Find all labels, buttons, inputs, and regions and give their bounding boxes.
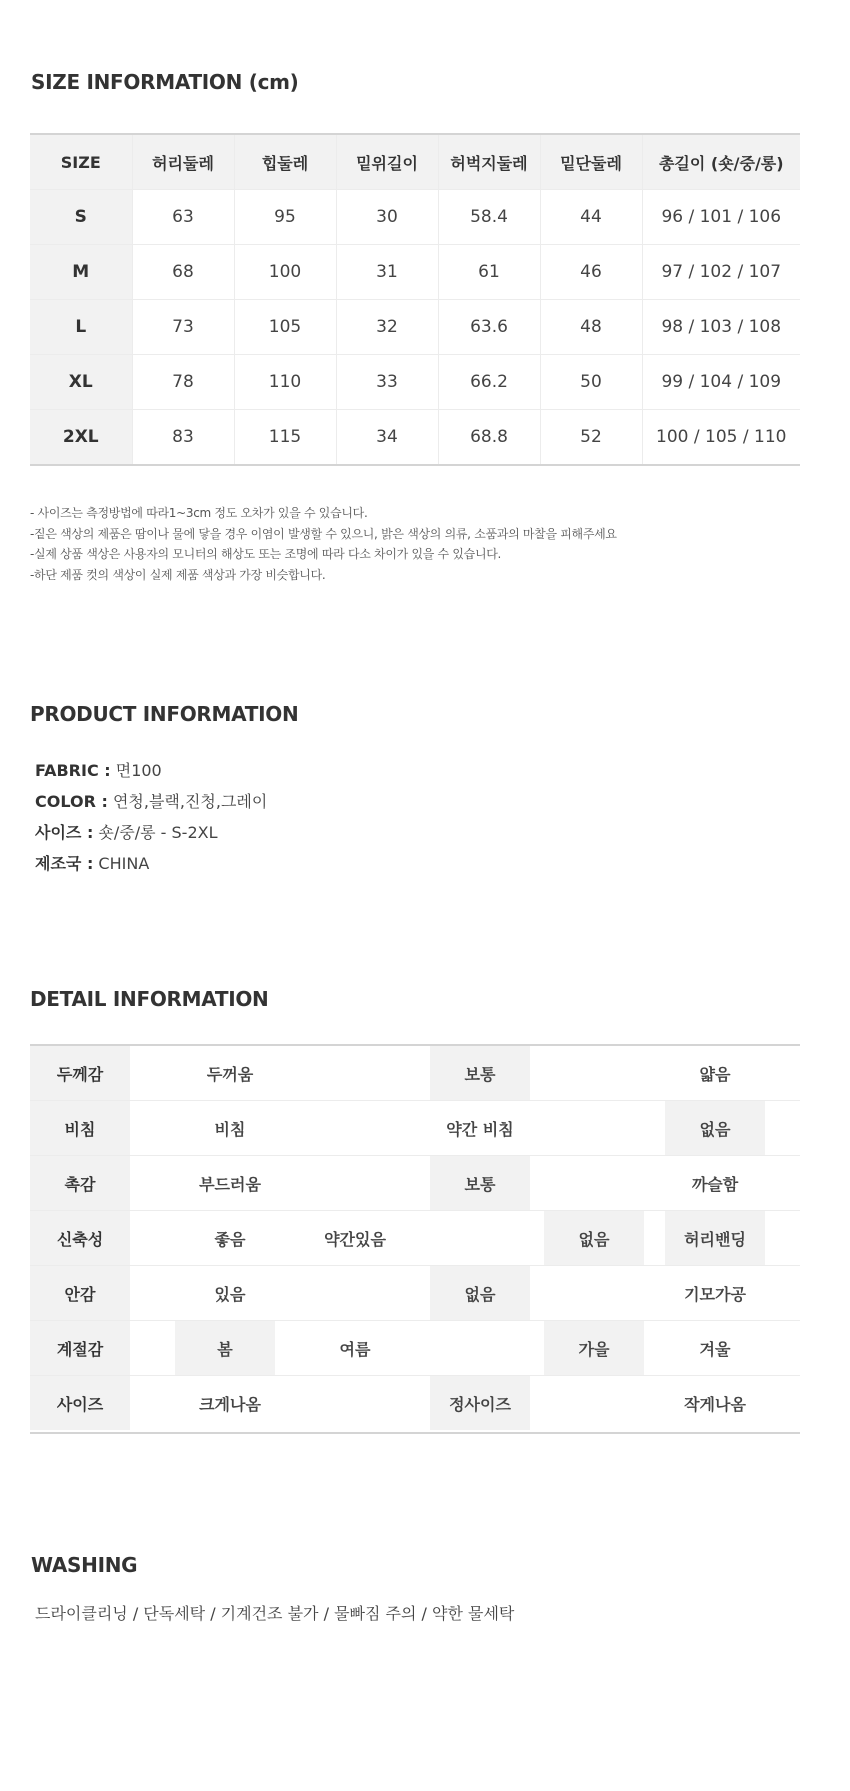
header-cell: 허리둘레: [132, 134, 234, 190]
detail-option-selected: 없음: [665, 1101, 765, 1155]
table-cell: 73: [132, 300, 234, 355]
table-cell: 95: [234, 190, 336, 245]
detail-info-title: DETAIL INFORMATION: [30, 987, 269, 1011]
product-info-title: PRODUCT INFORMATION: [30, 702, 299, 726]
detail-option: 까슬함: [691, 1174, 739, 1194]
color-label: COLOR :: [35, 792, 108, 811]
fabric-line: [35, 755, 267, 786]
table-cell: 115: [234, 410, 336, 466]
header-cell: 허벅지둘레: [438, 134, 540, 190]
table-cell: 97 / 102 / 107: [642, 245, 800, 300]
detail-option: 겨울: [699, 1339, 731, 1359]
detail-option: 작게나옴: [684, 1394, 746, 1414]
header-cell: SIZE: [30, 134, 132, 190]
header-cell: 밑단둘레: [540, 134, 642, 190]
table-cell: 96 / 101 / 106: [642, 190, 800, 245]
washing-instructions: 드라이클리닝 / 단독세탁 / 기계건조 불가 / 물빠짐 주의 / 약한 물세탁: [35, 1604, 515, 1623]
size-label: 2XL: [30, 410, 132, 466]
detail-option: 약간있음: [324, 1229, 386, 1249]
detail-option-selected: 봄: [175, 1321, 275, 1375]
table-cell: 30: [336, 190, 438, 245]
size-line: [35, 817, 267, 848]
size-label: XL: [30, 355, 132, 410]
detail-option: 기모가공: [684, 1284, 746, 1304]
table-cell: 50: [540, 355, 642, 410]
table-cell: 31: [336, 245, 438, 300]
origin-value: CHINA: [93, 854, 150, 873]
note-line: -실제 상품 색상은 사용자의 모니터의 해상도 또는 조명에 따라 다소 차이가 있을 수 있습니다.: [30, 547, 502, 561]
table-row: [30, 190, 800, 245]
detail-row: [30, 1266, 800, 1321]
detail-option-selected: 허리밴딩: [665, 1211, 765, 1265]
detail-option: 크게나옴: [199, 1394, 261, 1414]
size-label: M: [30, 245, 132, 300]
table-cell: 52: [540, 410, 642, 466]
table-cell: 110: [234, 355, 336, 410]
size-label: 사이즈 :: [35, 823, 94, 842]
detail-label: 안감: [30, 1266, 130, 1320]
color-line: [35, 786, 267, 817]
detail-option-selected: 없음: [430, 1266, 530, 1320]
size-table: [30, 133, 800, 466]
table-cell: 58.4: [438, 190, 540, 245]
detail-option-selected: 보통: [430, 1046, 530, 1100]
size-label: S: [30, 190, 132, 245]
detail-label: 계절감: [30, 1321, 130, 1375]
table-cell: 63.6: [438, 300, 540, 355]
table-cell: 34: [336, 410, 438, 466]
detail-option: 부드러움: [199, 1174, 261, 1194]
table-cell: 99 / 104 / 109: [642, 355, 800, 410]
table-cell: 33: [336, 355, 438, 410]
table-row: [30, 300, 800, 355]
note-line: -짙은 색상의 제품은 땀이나 물에 닿을 경우 이염이 발생할 수 있으니, 밝은 색상의 의류, 소품과의 마찰을 피해주세요: [30, 526, 617, 541]
product-info-list: [35, 755, 267, 879]
detail-label: 신축성: [30, 1211, 130, 1265]
table-cell: 98 / 103 / 108: [642, 300, 800, 355]
table-cell: 68.8: [438, 410, 540, 466]
detail-option: 얇음: [699, 1064, 731, 1084]
detail-option-selected: 가을: [544, 1321, 644, 1375]
detail-label: 촉감: [30, 1156, 130, 1210]
note-line: -하단 제품 컷의 색상이 실제 제품 색상과 가장 비슷합니다.: [30, 567, 326, 582]
detail-option-selected: 보통: [430, 1156, 530, 1210]
table-cell: 61: [438, 245, 540, 300]
detail-option: 있음: [214, 1284, 246, 1304]
detail-row: [30, 1321, 800, 1376]
detail-label: 비침: [30, 1101, 130, 1155]
detail-option-selected: 정사이즈: [430, 1376, 530, 1430]
size-label: L: [30, 300, 132, 355]
note-line: - 사이즈는 측정방법에 따라1~3cm 정도 오차가 있을 수 있습니다.: [30, 506, 368, 520]
detail-label: 사이즈: [30, 1376, 130, 1430]
table-cell: 66.2: [438, 355, 540, 410]
table-row: [30, 245, 800, 300]
size-table-header: [30, 134, 800, 190]
table-cell: 100 / 105 / 110: [656, 427, 787, 447]
table-row: [30, 355, 800, 410]
detail-label: 두께감: [30, 1046, 130, 1100]
detail-option: 두꺼움: [206, 1064, 254, 1084]
detail-option: 비침: [214, 1119, 246, 1139]
origin-line: [35, 848, 267, 879]
table-cell: 63: [132, 190, 234, 245]
detail-row: [30, 1376, 800, 1430]
table-cell: 46: [540, 245, 642, 300]
detail-option-selected: 없음: [544, 1211, 644, 1265]
table-cell: 48: [540, 300, 642, 355]
origin-label: 제조국 :: [35, 854, 94, 873]
detail-table: [30, 1044, 800, 1434]
size-info-title: SIZE INFORMATION (cm): [31, 70, 299, 94]
table-cell: 100: [234, 245, 336, 300]
washing-title: WASHING: [31, 1553, 138, 1577]
table-cell: 44: [540, 190, 642, 245]
table-cell: 83: [132, 410, 234, 466]
table-cell: 68: [132, 245, 234, 300]
header-cell: 총길이 (숏/중/롱): [642, 134, 800, 190]
detail-option: 여름: [339, 1339, 371, 1359]
color-value: 연청,블랙,진청,그레이: [107, 792, 268, 811]
size-notes: [30, 503, 617, 585]
table-cell: 78: [132, 355, 234, 410]
detail-row: [30, 1101, 800, 1156]
detail-row: [30, 1156, 800, 1211]
detail-row: [30, 1211, 800, 1266]
detail-row: [30, 1046, 800, 1101]
table-cell: 105: [234, 300, 336, 355]
table-row: [30, 410, 800, 466]
table-cell: 32: [336, 300, 438, 355]
header-cell: 밑위길이: [336, 134, 438, 190]
fabric-value: 면100: [110, 761, 162, 780]
detail-option: 좋음: [214, 1229, 246, 1249]
size-value: 숏/중/롱 - S-2XL: [93, 823, 218, 842]
fabric-label: FABRIC :: [35, 761, 111, 780]
detail-option: 약간 비침: [446, 1119, 514, 1139]
header-cell: 힙둘레: [234, 134, 336, 190]
